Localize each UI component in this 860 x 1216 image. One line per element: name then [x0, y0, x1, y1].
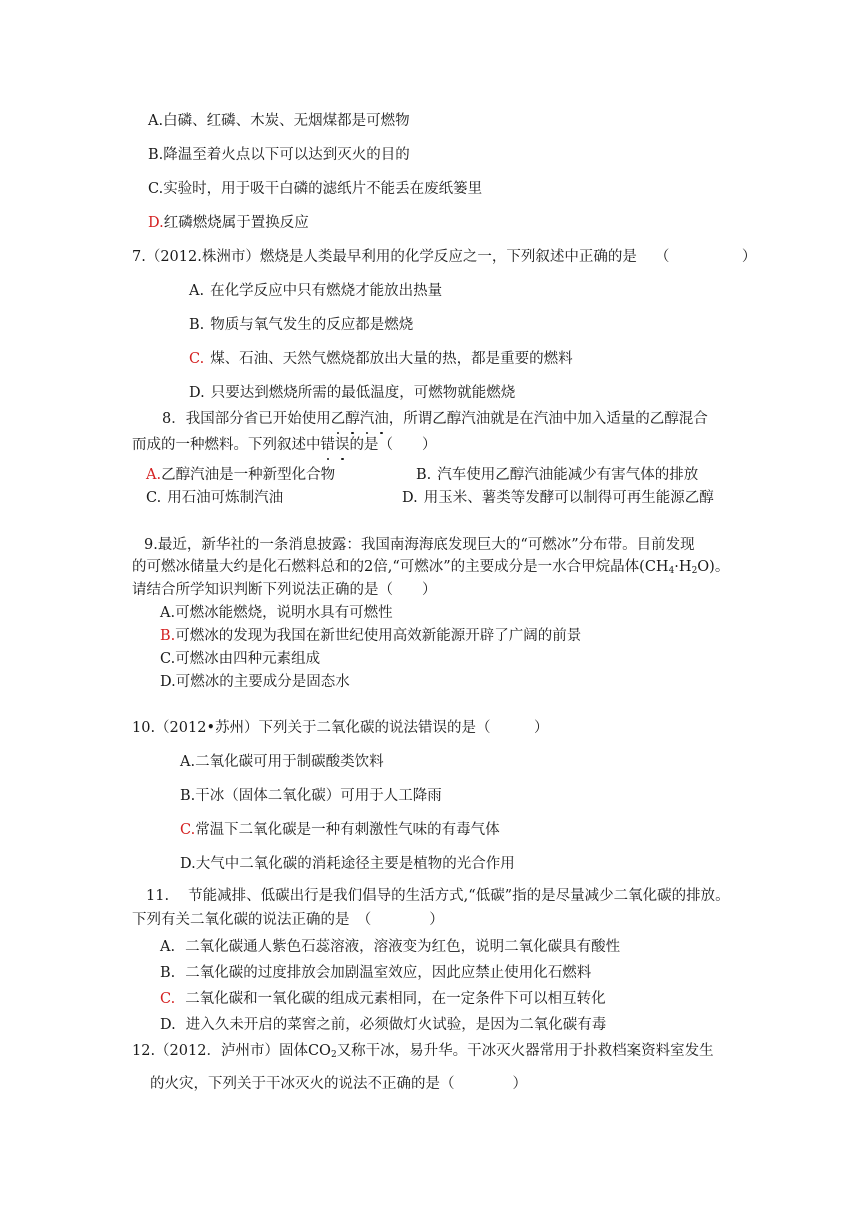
q7-option-d: D. 只要达到燃烧所需的最低温度，可燃物就能燃烧 [189, 385, 516, 401]
q6-option-a: A.白磷、红磷、木炭、无烟煤都是可燃物 [148, 113, 410, 129]
q6-option-b: B.降温至着火点以下可以达到灭火的目的 [148, 147, 410, 163]
q8-option-d: D. 用玉米、薯类等发酵可以制得可再生能源乙醇 [402, 490, 714, 506]
q8-option-b: B. 汽车使用乙醇汽油能减少有害气体的排放 [416, 467, 699, 483]
q6-option-c: C.实验时，用于吸干白磷的滤纸片不能丢在废纸篓里 [148, 181, 483, 197]
q8-option-a: A.乙醇汽油是一种新型化合物 [146, 467, 336, 483]
q9-option-c: C.可燃冰由四种元素组成 [160, 651, 321, 667]
q8-stem: 8．我国部分省已开始使用乙醇汽油，所谓乙醇汽油就是在汽油中加入适量的乙醇混合 [162, 411, 708, 427]
q9-option-b: B.可燃冰的发现为我国在新世纪使用高效新能源开辟了广阔的前景 [160, 628, 582, 644]
q11-option-c: C. 二氧化碳和一氧化碳的组成元素相同，在一定条件下可以相互转化 [160, 991, 606, 1007]
q7-option-b: B. 物质与氧气发生的反应都是燃烧 [189, 317, 414, 333]
answer-letter: C. [160, 991, 176, 1007]
answer-letter: B. [160, 628, 176, 644]
q7-option-a: A. 在化学反应中只有燃烧才能放出热量 [189, 283, 443, 299]
q9-option-a: A.可燃冰能燃烧，说明水具有可燃性 [160, 605, 393, 621]
answer-letter: C. [180, 822, 196, 838]
q9-option-d: D.可燃冰的主要成分是固态水 [160, 674, 350, 690]
q11-option-a: A. 二氧化碳通人紫色石蕊溶液，溶液变为红色，说明二氧化碳具有酸性 [160, 939, 621, 955]
q9-stem: 9.最近，新华社的一条消息披露：我国南海海底发现巨大的“可燃冰”分布带。目前发现 [144, 537, 695, 553]
q11-option-b: B. 二氧化碳的过度排放会加剧温室效应，因此应禁止使用化石燃料 [160, 965, 592, 981]
q11-stem-line2: 下列有关二氧化碳的说法正确的是 （ ） [132, 912, 444, 928]
q10-option-a: A.二氧化碳可用于制碳酸类饮料 [180, 754, 384, 770]
q12-stem: 12.（2012．泸州市）固体$CO_2$又称干冰，易升华。干冰灭火器常用于扑救档案资料室发生 [132, 1043, 714, 1060]
q7-stem: 7.（2012.株洲市）燃烧是人类最早利用的化学反应之一，下列叙述中正确的是 （ ） [132, 249, 757, 265]
q10-stem: 10.（2012•苏州）下列关于二氧化碳的说法错误的是（ ） [132, 720, 549, 736]
q6-option-d: D.红磷燃烧属于置换反应 [148, 215, 309, 231]
q9-stem-line3: 请结合所学知识判断下列说法正确的是（ ） [132, 582, 437, 598]
q10-option-c: C.常温下二氧化碳是一种有刺激性气味的有毒气体 [180, 822, 500, 838]
answer-letter: D. [148, 215, 164, 231]
q9-stem-line2: 的可燃冰储量大约是化石燃料总和的2倍,“可燃冰”的主要成分是一水合甲烷晶体$(CH_4\cdot H_2O)$。 [132, 559, 730, 576]
q8-emphasis: 乙醇汽油 [330, 411, 389, 427]
q11-stem: 11. 节能减排、低碳出行是我们倡导的生活方式,“低碳”指的是尽量减少二氧化碳的排放。 [146, 888, 730, 904]
q8-option-c: C. 用石油可炼制汽油 [146, 490, 284, 506]
q10-option-b: B.干冰（固体二氧化碳）可用于人工降雨 [180, 788, 442, 804]
answer-letter: A. [146, 467, 162, 483]
q7-option-c: C. 煤、石油、天然气燃烧都放出大量的热，都是重要的燃料 [189, 351, 573, 367]
answer-letter: C. [189, 351, 205, 367]
q10-option-d: D.大气中二氧化碳的消耗途径主要是植物的光合作用 [180, 856, 515, 872]
q8-stem-line2: 而成的一种燃料。下列叙述中错误的是（ ） [132, 437, 437, 453]
q12-stem-line2: 的火灾，下列关于干冰灭火的说法不正确的是（ ） [150, 1076, 527, 1092]
q8-emphasis: 错误 [320, 437, 350, 453]
q11-option-d: D. 进入久未开启的菜窖之前，必须做灯火试验，是因为二氧化碳有毒 [160, 1017, 607, 1033]
